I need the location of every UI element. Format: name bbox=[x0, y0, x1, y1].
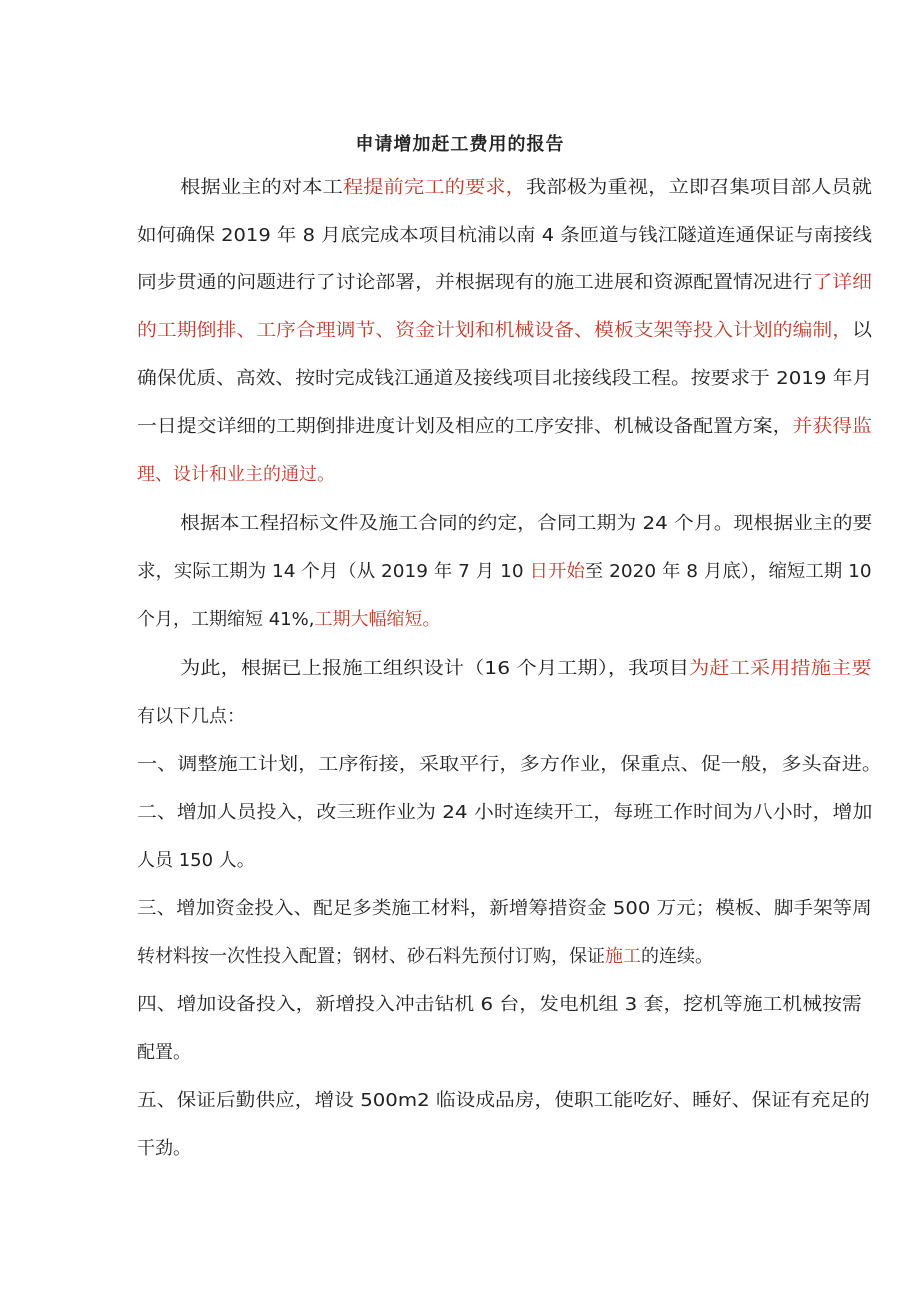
highlighted-text: 理、设计和业主的通过。 bbox=[137, 464, 335, 485]
paragraph-line bbox=[180, 176, 872, 200]
body-text: 四、增加设备投入，新增投入冲击钻机 6 台，发电机组 3 套，挖机等施工机械按需 bbox=[137, 994, 862, 1015]
highlighted-text: 工期大幅缩短。 bbox=[314, 609, 441, 630]
body-text: 如何确保 2019 年 8 月底完成本项目杭浦以南 4 条匝道与钱江隧道连通保证与南接线 bbox=[137, 225, 873, 246]
highlighted-text: 并获得监 bbox=[792, 416, 872, 437]
paragraph-line bbox=[137, 224, 872, 248]
body-text: 五、保证后勤供应，增设 500m2 临设成品房，使职工能吃好、睡好、保证有充足的 bbox=[137, 1090, 870, 1111]
body-text: 二、增加人员投入，改三班作业为 24 小时连续开工，每班工作时间为八小时，增加 bbox=[137, 802, 873, 823]
paragraph-line bbox=[137, 367, 872, 391]
body-text: 三、增加资金投入、配足多类施工材料，新增筹措资金 500 万元；模板、脚手架等周 bbox=[137, 898, 872, 919]
body-text: 人员 150 人。 bbox=[137, 850, 255, 871]
highlighted-text: 日开始 bbox=[529, 561, 585, 582]
highlighted-text: 了详细 bbox=[812, 272, 872, 293]
paragraph-line bbox=[137, 897, 872, 921]
paragraph-line bbox=[137, 560, 872, 584]
body-text: 一日提交详细的工期倒排进度计划及相应的工序安排、机械设备配置方案， bbox=[137, 416, 793, 437]
body-text: 我部极为重视，立即召集项目部人员就 bbox=[526, 177, 872, 198]
paragraph-line bbox=[137, 705, 245, 729]
document-title: 申请增加赶工费用的报告 bbox=[355, 134, 565, 155]
paragraph-line bbox=[137, 271, 872, 295]
body-text: 配置。 bbox=[137, 1042, 191, 1063]
highlighted-text: 为赶工 bbox=[688, 658, 750, 679]
paragraph-line bbox=[180, 657, 872, 681]
body-text: 确保优质、高效、按时完成钱江通道及接线项目北接线段工程。按要求于 2019 年月 bbox=[137, 368, 873, 389]
highlighted-text: 程提前完工的要求， bbox=[342, 177, 526, 198]
paragraph-line bbox=[137, 319, 872, 343]
body-text: 根据业主的对本工 bbox=[180, 177, 343, 198]
body-text: 求，实际工期为 14 个月（从 2019 年 7 月 10 bbox=[137, 561, 530, 582]
paragraph-line bbox=[137, 1041, 191, 1065]
paragraph-line bbox=[137, 1089, 870, 1113]
body-text: 个月，工期缩短 41%, bbox=[137, 609, 315, 630]
paragraph-line bbox=[137, 753, 882, 777]
body-text: 的连续。 bbox=[641, 946, 713, 967]
highlighted-text: 采用 bbox=[749, 658, 791, 679]
body-text: 转材料按一次性投入配置；钢材、砂石料先预付订购，保证 bbox=[137, 946, 605, 967]
paragraph-line bbox=[180, 512, 872, 536]
body-text: 同步贯通的问题进行了讨论部署，并根据现有的施工进展和资源配置情况进行 bbox=[137, 272, 813, 293]
paragraph-line bbox=[137, 1137, 191, 1161]
paragraph-line bbox=[137, 608, 440, 632]
body-text: 根据本工程招标文件及施工合同的约定，合同工期为 24 个月。现根据业主的要 bbox=[180, 513, 873, 534]
paragraph-line bbox=[137, 849, 255, 873]
body-text: 干劲。 bbox=[137, 1138, 191, 1159]
body-text: 以 bbox=[852, 320, 872, 341]
paragraph-line bbox=[137, 463, 335, 487]
body-text: 为此，根据已上报施工组织设计（16 个月工期），我项目 bbox=[180, 658, 689, 679]
body-text: 有以下几点： bbox=[137, 706, 245, 727]
paragraph-line bbox=[137, 945, 713, 969]
paragraph-line bbox=[137, 415, 872, 439]
body-text: 一、调整施工计划，工序衔接，采取平行，多方作业，保重点、促一般，多头奋进。 bbox=[137, 754, 882, 775]
highlighted-text: 措施主要 bbox=[790, 658, 872, 679]
highlighted-text: 施工 bbox=[605, 946, 641, 967]
body-text: 至 2020 年 8 月底），缩短工期 10 bbox=[584, 561, 872, 582]
highlighted-text: 的工期倒排、工序合理调节、资金计划和机械设备、模板支架等投入计划的编制， bbox=[137, 320, 853, 341]
paragraph-line bbox=[137, 993, 862, 1017]
paragraph-line bbox=[137, 801, 872, 825]
